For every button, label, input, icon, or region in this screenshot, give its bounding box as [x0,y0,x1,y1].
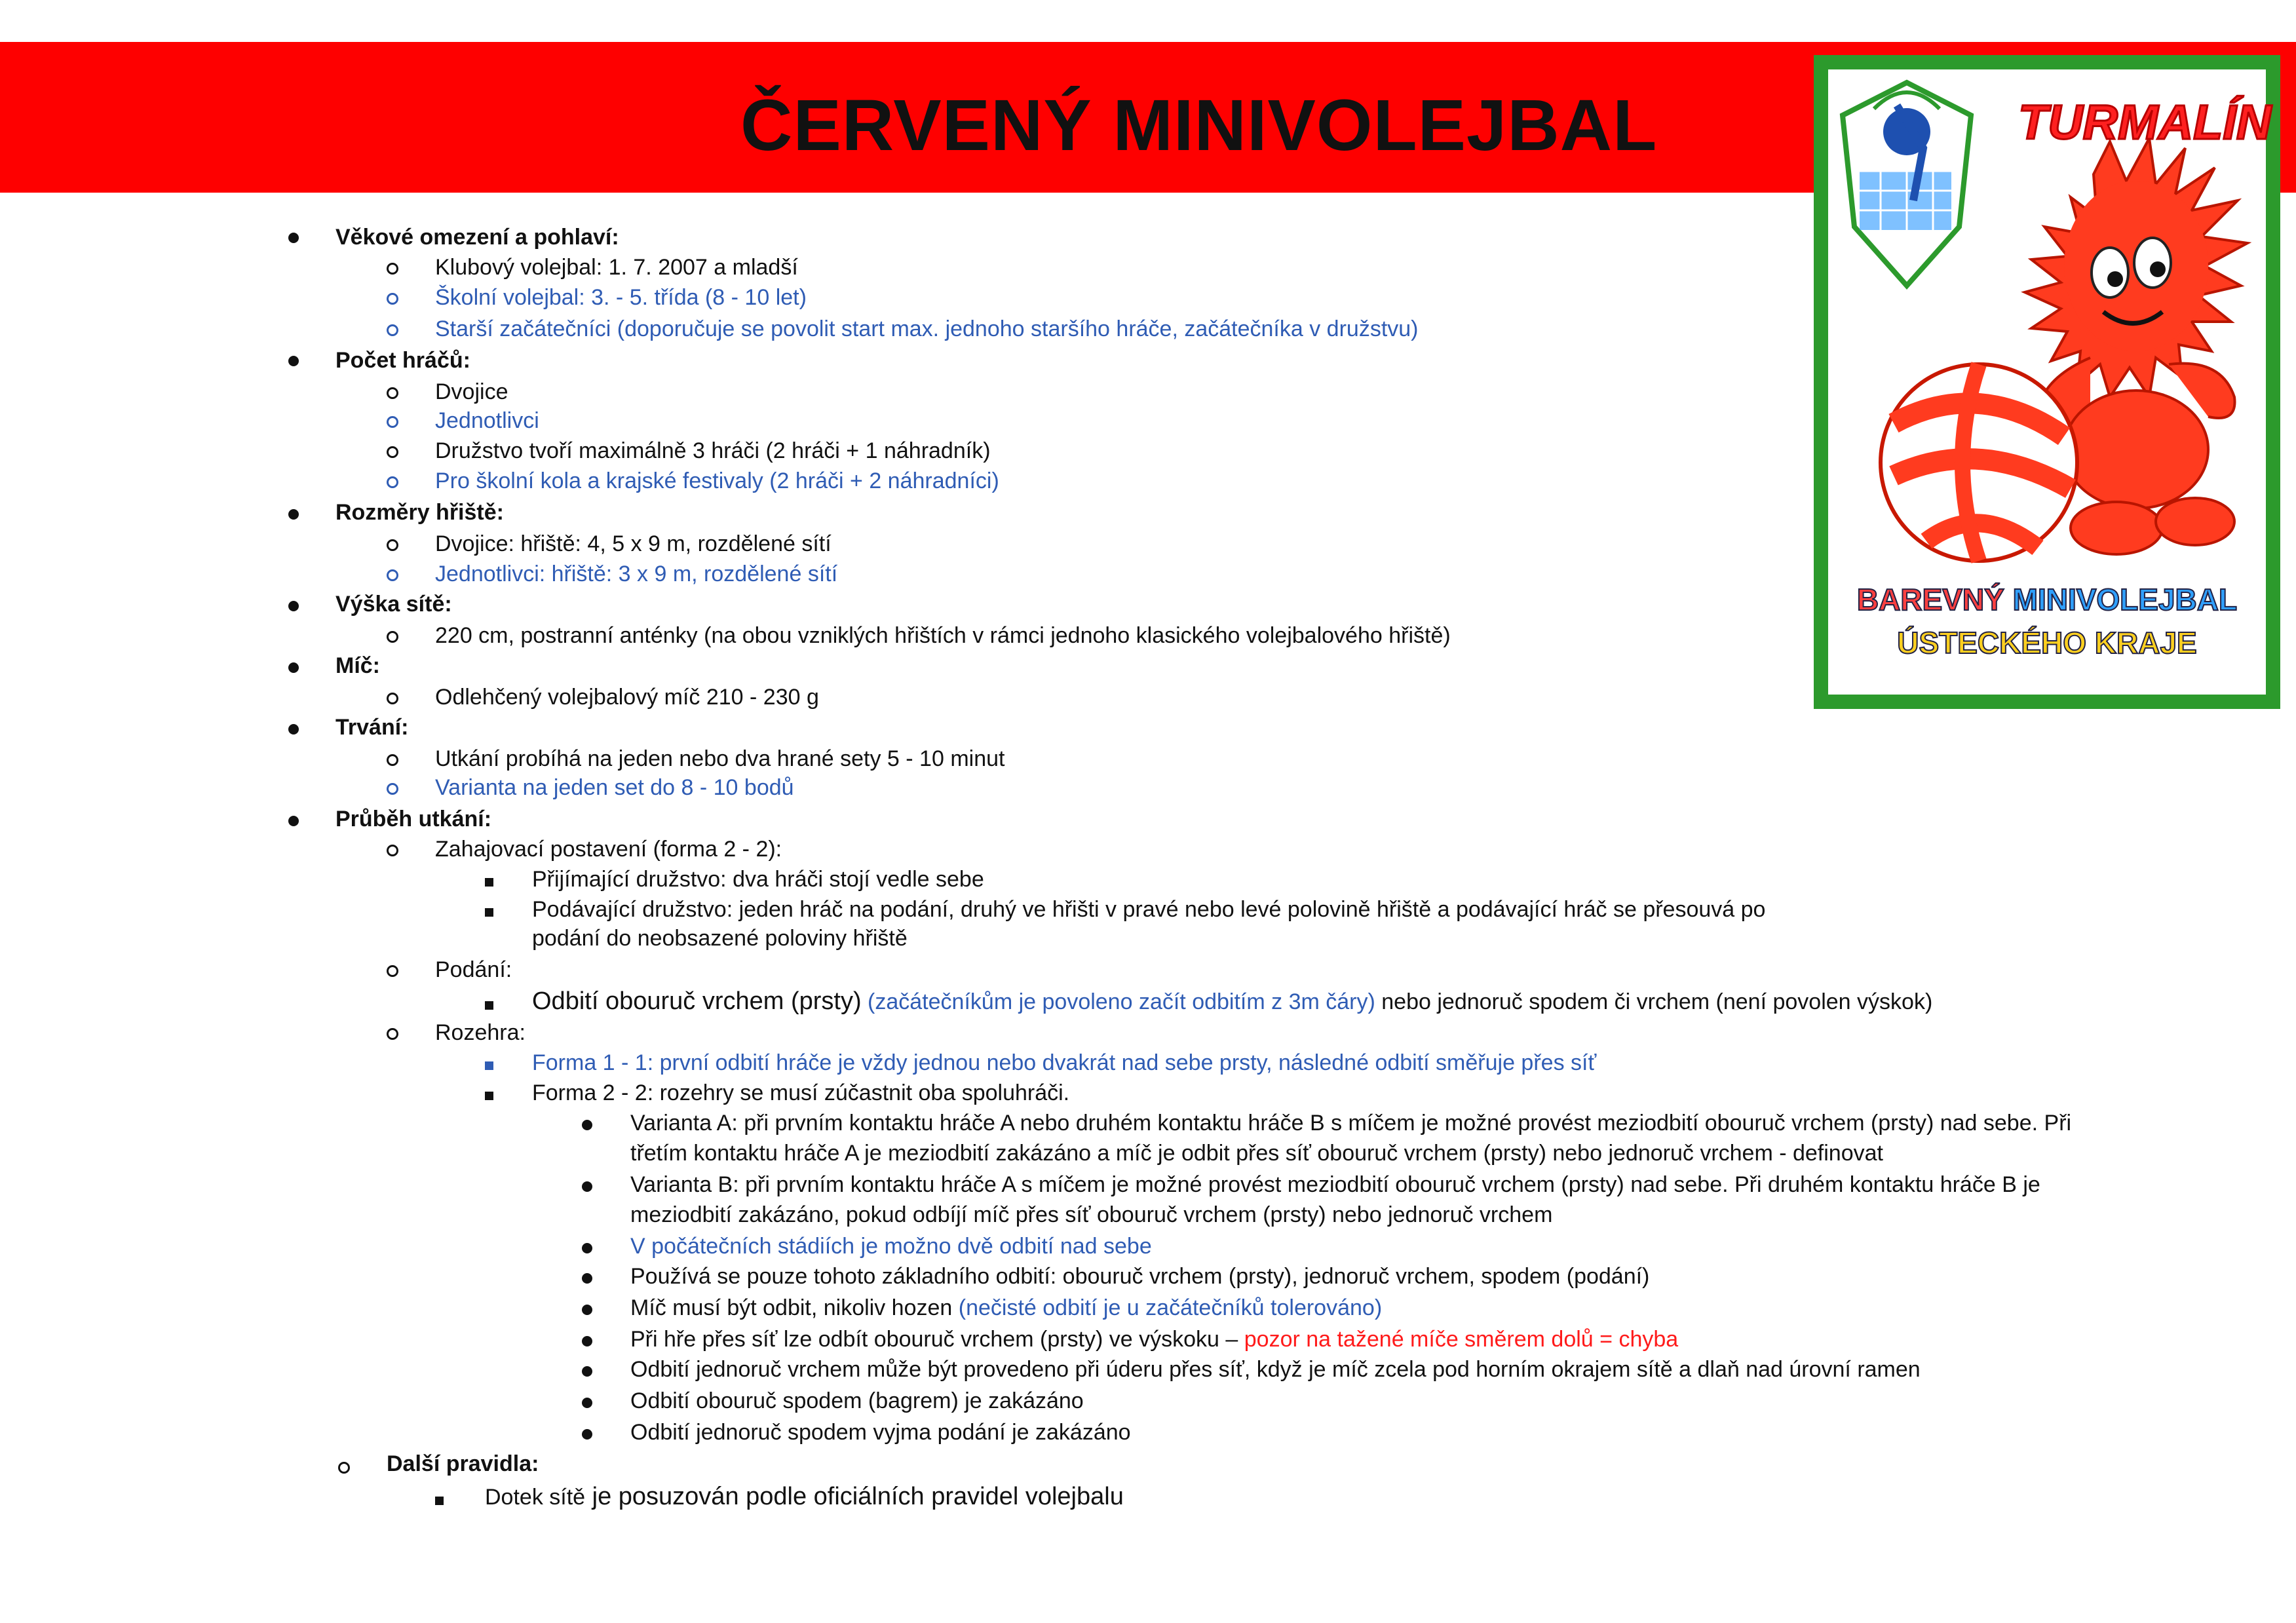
circle-bullet-icon [387,631,398,643]
circle-bullet-icon [387,324,398,336]
circle-bullet-icon [387,387,398,399]
list-item: 220 cm, postranní anténky (na obou vzniklých hřištích v rámci jednoho klasického volejbalového hřiště) [435,623,1451,648]
section-heading-court: Rozměry hřiště: [335,500,504,525]
bullet-icon [288,356,299,366]
list-item: Míč musí být odbit, nikoliv hozen (nečisté odbití je u začátečníků tolerováno) [630,1295,1383,1320]
bullet-icon [288,233,299,243]
circle-bullet-icon [387,845,398,856]
square-bullet-icon [485,908,493,917]
bullet-icon [288,601,299,611]
list-item: Odbití jednoruč vrchem může být provedeno při úderu přes síť, když je míč zcela pod horním okrajem sítě a dlaň nad úrovní ramen [630,1357,1921,1382]
list-item: Varianta A: při prvním kontaktu hráče A nebo druhém kontaktu hráče B s míčem je možné provést meziodbití obouruč vrchem (prsty) nad sebe. Při [630,1111,2072,1136]
square-bullet-icon [435,1497,444,1505]
square-bullet-icon [485,1001,493,1010]
list-item: Přijímající družstvo: dva hráči stojí vedle sebe [532,867,984,892]
circle-bullet-icon [387,1028,398,1040]
list-item: Odbití obouruč spodem (bagrem) je zakázáno [630,1388,1084,1413]
circle-bullet-icon [387,416,398,428]
circle-bullet-icon [387,476,398,488]
circle-bullet-icon [387,783,398,795]
list-item: Odbití jednoruč spodem vyjma podání je zakázáno [630,1420,1131,1445]
bullet-icon [288,816,299,826]
list-item: Varianta B: při prvním kontaktu hráče A s míčem je možné provést meziodbití obouruč vrchem (prsty) nad sebe. Při druhém kontaktu hráče B je [630,1172,2040,1197]
circle-bullet-icon [387,693,398,704]
circle-bullet-icon [387,263,398,275]
section-heading-match: Průběh utkání: [335,807,492,831]
list-item-continuation: meziodbití zakázáno, pokud odbíjí míč přes síť obouruč vrchem (prsty) nebo jednoruč vrchem [630,1202,1553,1227]
square-bullet-icon [485,1092,493,1100]
list-item: Podání: [435,957,512,982]
list-item: Starší začátečníci (doporučuje se povolit start max. jednoho staršího hráče, začátečníka v družstvu) [435,316,1419,341]
bullet-icon [582,1120,592,1130]
bullet-icon [582,1305,592,1315]
list-item: Forma 1 - 1: první odbití hráče je vždy jednou nebo dvakrát nad sebe prsty, následné odbití směřuje přes síť [532,1050,1597,1075]
list-item: Dvojice [435,379,508,404]
turmalin-brand: TURMALÍN [2018,95,2272,149]
bullet-icon [288,724,299,735]
circle-bullet-icon [387,539,398,551]
bullet-icon [288,662,299,673]
circle-bullet-icon [387,293,398,305]
list-item-continuation: třetím kontaktu hráče A je meziodbití zakázáno a míč je odbit přes síť obouruč vrchem (prsty) nebo jednoruč vrchem - definovat [630,1141,1883,1166]
logo-line-1: BAREVNÝ MINIVOLEJBAL [1856,582,2238,617]
circle-bullet-icon [387,569,398,581]
section-heading-players: Počet hráčů: [335,348,470,373]
bullet-icon [582,1429,592,1440]
list-item: Forma 2 - 2: rozehry se musí zúčastnit oba spoluhráči. [532,1080,1070,1105]
bullet-icon [582,1336,592,1346]
list-item: Družstvo tvoří maximálně 3 hráči (2 hráči + 1 náhradník) [435,438,991,463]
square-bullet-icon [485,1061,493,1070]
bullet-icon [582,1398,592,1408]
list-item: Odbití obouruč vrchem (prsty) (začátečníkům je povoleno začít odbitím z 3m čáry) nebo jednoruč spodem či vrchem (není povolen výskok) [532,987,1933,1015]
circle-bullet-icon [387,965,398,977]
list-item: V počátečních stádiích je možno dvě odbití nad sebe [630,1234,1152,1259]
list-item: Utkání probíhá na jeden nebo dva hrané sety 5 - 10 minut [435,746,1005,771]
circle-bullet-icon [387,446,398,458]
list-item: Klubový volejbal: 1. 7. 2007 a mladší [435,255,798,280]
list-item-continuation: podání do neobsazené poloviny hřiště [532,926,908,951]
list-item: Jednotlivci: hřiště: 3 x 9 m, rozdělené sítí [435,562,838,586]
list-item: Rozehra: [435,1020,526,1045]
list-item: Varianta na jeden set do 8 - 10 bodů [435,775,794,800]
circle-bullet-icon [387,754,398,766]
list-item: Dotek sítě je posuzován podle oficiálních pravidel volejbalu [485,1483,1124,1510]
circle-bullet-icon [338,1462,350,1474]
bullet-icon [582,1243,592,1253]
list-item: Školní volejbal: 3. - 5. třída (8 - 10 let) [435,285,807,310]
list-item: Jednotlivci [435,408,539,433]
list-item: Dvojice: hřiště: 4, 5 x 9 m, rozdělené sítí [435,531,832,556]
list-item: Odlehčený volejbalový míč 210 - 230 g [435,685,819,710]
bullet-icon [582,1273,592,1284]
list-item: Zahajovací postavení (forma 2 - 2): [435,837,782,862]
square-bullet-icon [485,878,493,887]
section-heading-ball: Míč: [335,653,380,678]
list-item: Pro školní kola a krajské festivaly (2 hráči + 2 náhradníci) [435,468,999,493]
list-item: Při hře přes síť lze odbít obouruč vrchem (prsty) ve výskoku – pozor na tažené míče směrem dolů = chyba [630,1327,1679,1352]
bullet-icon [288,509,299,520]
logo-line-2: ÚSTECKÉHO KRAJE [1897,626,2197,660]
section-heading-net: Výška sítě: [335,592,452,617]
list-item: Podávající družstvo: jeden hráč na podání, druhý ve hřišti v pravé nebo levé polovině hřiště a podávající hráč se přesouvá po [532,897,1766,922]
section-heading-other-rules: Další pravidla: [387,1451,539,1476]
bullet-icon [582,1181,592,1192]
list-item: Používá se pouze tohoto základního odbití: obouruč vrchem (prsty), jednoruč vrchem, spodem (podání) [630,1264,1650,1289]
bullet-icon [582,1366,592,1377]
section-heading-age: Věkové omezení a pohlaví: [335,225,619,250]
page-title: ČERVENÝ MINIVOLEJBAL [740,85,1658,166]
section-heading-duration: Trvání: [335,715,409,740]
